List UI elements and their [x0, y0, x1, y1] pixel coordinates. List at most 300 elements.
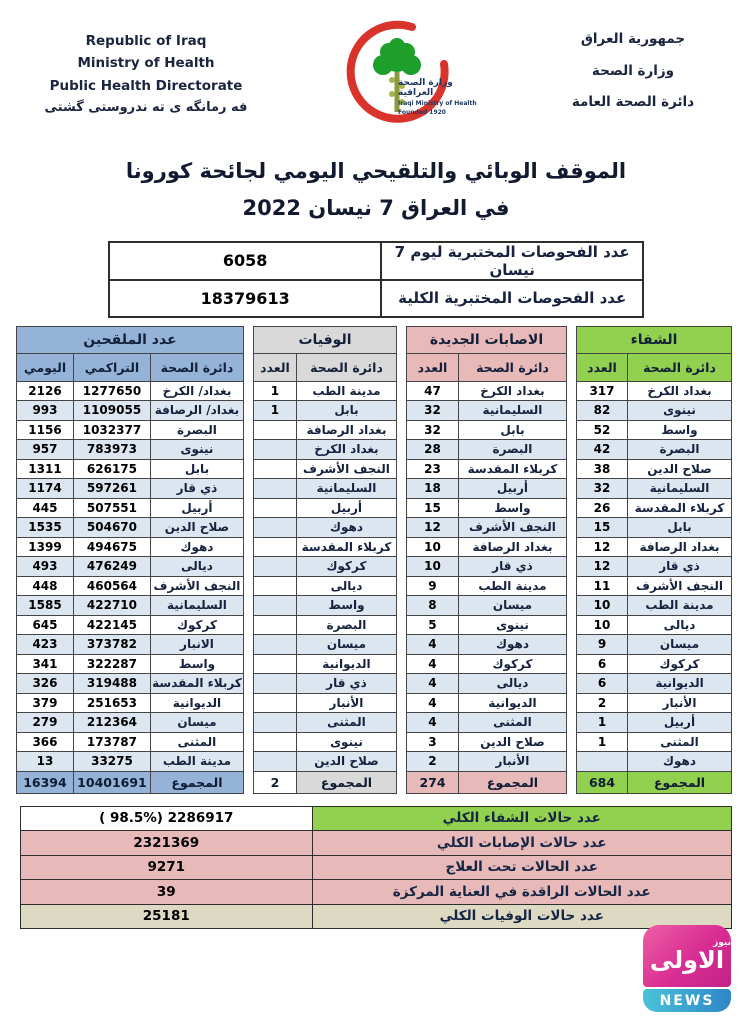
province-cell: ديالى [458, 674, 566, 694]
province-cell: دهوك [150, 537, 243, 557]
value-cell: 326 [16, 674, 73, 694]
header-english-line: Ministry of Health [77, 55, 215, 72]
column-header: دائرة الصحة [296, 353, 396, 381]
table-row [16, 713, 243, 733]
value-cell [253, 674, 296, 694]
province-cell: كربلاء المقدسة [458, 459, 566, 479]
tests-label: عدد الفحوصات المختبرية الكلية [381, 280, 643, 317]
province-cell: كركوك [296, 557, 396, 577]
value-cell: 10 [406, 557, 458, 577]
value-cell: 1 [253, 401, 296, 421]
province-cell: أربيل [150, 498, 243, 518]
table-row [576, 440, 731, 460]
value-cell: 1109055 [73, 401, 150, 421]
value-cell [253, 576, 296, 596]
province-cell: ذي قار [628, 557, 732, 577]
province-cell: السليمانية [628, 479, 732, 499]
value-cell [253, 693, 296, 713]
table-row [576, 459, 731, 479]
value-cell [253, 459, 296, 479]
value-cell: 38 [576, 459, 627, 479]
table-row [406, 420, 566, 440]
table-row [406, 615, 566, 635]
header-english-line: Republic of Iraq [85, 33, 207, 49]
total-value: 10401691 [73, 771, 150, 793]
province-cell: ديالى [150, 557, 243, 577]
value-cell: 32 [406, 420, 458, 440]
table-row [16, 732, 243, 752]
table-row [16, 654, 243, 674]
value-cell: 10 [406, 537, 458, 557]
header-kurdish-line: فه رمانگه ى ته ندروستى گشتى [44, 99, 248, 115]
table-row [406, 732, 566, 752]
value-cell [253, 479, 296, 499]
table-row [253, 654, 396, 674]
total-value: 16394 [16, 771, 73, 793]
page-title [0, 153, 752, 227]
column-header: اليومي [16, 353, 73, 381]
table-row [406, 635, 566, 655]
province-cell: ذي قار [458, 557, 566, 577]
value-cell [253, 557, 296, 577]
province-cell: دهوك [296, 518, 396, 538]
value-cell: 9 [406, 576, 458, 596]
province-cell: بغداد الكرخ [458, 381, 566, 401]
table-row [253, 674, 396, 694]
province-cell: بابل [296, 401, 396, 421]
value-cell: 322287 [73, 654, 150, 674]
summary-table [20, 806, 732, 930]
province-cell: ميسان [458, 596, 566, 616]
table-row [576, 654, 731, 674]
province-cell: واسط [296, 596, 396, 616]
province-cell: بابل [628, 518, 732, 538]
column-header: دائرة الصحة [628, 353, 732, 381]
value-cell: 212364 [73, 713, 150, 733]
table-row [253, 557, 396, 577]
value-cell: 4 [406, 713, 458, 733]
total-row [16, 771, 243, 793]
total-row [406, 771, 566, 793]
value-cell: 23 [406, 459, 458, 479]
province-cell: ديالى [296, 576, 396, 596]
header [0, 0, 752, 141]
value-cell: 2126 [16, 381, 73, 401]
summary-label: عدد حالات الإصابات الكلي [312, 831, 731, 856]
table-row [253, 459, 396, 479]
province-cell: واسط [458, 498, 566, 518]
value-cell: 82 [576, 401, 627, 421]
value-cell: 1399 [16, 537, 73, 557]
value-cell [253, 635, 296, 655]
value-cell: 1174 [16, 479, 73, 499]
total-value: 274 [406, 771, 458, 793]
province-cell: الديوانية [150, 693, 243, 713]
value-cell: 12 [406, 518, 458, 538]
value-cell: 4 [406, 654, 458, 674]
tests-row [109, 280, 643, 317]
value-cell: 13 [16, 752, 73, 772]
province-cell: الديوانية [628, 674, 732, 694]
table-row [576, 732, 731, 752]
value-cell: 28 [406, 440, 458, 460]
table-row [576, 518, 731, 538]
value-cell: 47 [406, 381, 458, 401]
tests-value: 18379613 [109, 280, 381, 317]
province-cell: نينوى [150, 440, 243, 460]
province-cell: صلاح الدين [628, 459, 732, 479]
table-row [16, 518, 243, 538]
summary-row [21, 855, 732, 880]
column-header: العدد [253, 353, 296, 381]
value-cell [253, 732, 296, 752]
table-row [253, 498, 396, 518]
table-row [406, 498, 566, 518]
table-row [253, 713, 396, 733]
table-row [253, 479, 396, 499]
province-cell: ميسان [296, 635, 396, 655]
section-table-new-infections [406, 326, 567, 794]
value-cell: 783973 [73, 440, 150, 460]
value-cell: 448 [16, 576, 73, 596]
value-cell: 1 [576, 713, 627, 733]
total-value: 684 [576, 771, 627, 793]
value-cell: 52 [576, 420, 627, 440]
province-cell: ميسان [628, 635, 732, 655]
province-cell: الأنبار [628, 693, 732, 713]
table-row [16, 596, 243, 616]
value-cell: 10 [576, 615, 627, 635]
province-cell: بابل [458, 420, 566, 440]
table-row [406, 576, 566, 596]
summary-label: عدد الحالات تحت العلاج [312, 855, 731, 880]
value-cell: 8 [406, 596, 458, 616]
value-cell: 445 [16, 498, 73, 518]
province-cell: ذي قار [296, 674, 396, 694]
ministry-logo-english: Iraqi Ministry of Health [398, 100, 477, 107]
table-row [16, 615, 243, 635]
table-row [16, 440, 243, 460]
value-cell: 1032377 [73, 420, 150, 440]
table-row [576, 498, 731, 518]
province-cell: صلاح الدين [458, 732, 566, 752]
section-table-vaccinated [16, 326, 244, 794]
table-row [406, 752, 566, 772]
table-row [576, 381, 731, 401]
header-arabic-block [538, 16, 728, 119]
summary-value: ( 98.5%) 2286917 [21, 806, 313, 831]
value-cell: 504670 [73, 518, 150, 538]
summary-label: عدد الحالات الراقدة في العناية المركزة [312, 880, 731, 905]
table-row [16, 693, 243, 713]
column-header: العدد [406, 353, 458, 381]
province-cell: بغداد الكرخ [296, 440, 396, 460]
section-title-deaths: الوفيات [253, 326, 396, 353]
table-row [406, 459, 566, 479]
value-cell: 4 [406, 693, 458, 713]
province-cell: السليمانية [458, 401, 566, 421]
summary-value: 39 [21, 880, 313, 905]
province-cell: كركوك [458, 654, 566, 674]
value-cell [253, 420, 296, 440]
province-cell: ديالى [628, 615, 732, 635]
value-cell: 251653 [73, 693, 150, 713]
province-cell: البصرة [458, 440, 566, 460]
province-cell: صلاح الدين [150, 518, 243, 538]
province-cell: النجف الأشرف [628, 576, 732, 596]
province-cell: الديوانية [296, 654, 396, 674]
table-row [406, 654, 566, 674]
province-cell: مدينة الطب [150, 752, 243, 772]
page-title-line2: في العراق 7 نيسان 2022 [242, 195, 510, 220]
province-cell: بابل [150, 459, 243, 479]
summary-row [21, 806, 732, 831]
province-cell: دهوك [628, 752, 732, 772]
value-cell: 32 [406, 401, 458, 421]
province-cell: الأنبار [296, 693, 396, 713]
table-row [16, 557, 243, 577]
value-cell [253, 518, 296, 538]
table-row [576, 615, 731, 635]
value-cell: 6 [576, 654, 627, 674]
table-row [576, 479, 731, 499]
value-cell: 597261 [73, 479, 150, 499]
province-cell: كربلاء المقدسة [628, 498, 732, 518]
value-cell: 1535 [16, 518, 73, 538]
table-row [16, 635, 243, 655]
table-row [253, 576, 396, 596]
summary-row [21, 880, 732, 905]
table-row [16, 401, 243, 421]
table-row [253, 596, 396, 616]
province-cell: مدينة الطب [296, 381, 396, 401]
province-cell: البصرة [296, 615, 396, 635]
value-cell: 379 [16, 693, 73, 713]
total-value: 2 [253, 771, 296, 793]
province-cell: الانبار [150, 635, 243, 655]
ministry-logo [320, 16, 480, 141]
table-row [253, 752, 396, 772]
value-cell: 1 [253, 381, 296, 401]
value-cell: 279 [16, 713, 73, 733]
value-cell: 11 [576, 576, 627, 596]
table-row [253, 381, 396, 401]
value-cell: 1311 [16, 459, 73, 479]
table-row [16, 498, 243, 518]
value-cell [253, 713, 296, 733]
province-cell: السليمانية [296, 479, 396, 499]
province-cell: السليمانية [150, 596, 243, 616]
table-row [253, 401, 396, 421]
province-cell: النجف الأشرف [296, 459, 396, 479]
value-cell: 15 [576, 518, 627, 538]
province-cell: البصرة [150, 420, 243, 440]
province-cell: النجف الأشرف [458, 518, 566, 538]
value-cell: 173787 [73, 732, 150, 752]
value-cell: 5 [406, 615, 458, 635]
province-cell: المثنى [458, 713, 566, 733]
value-cell: 993 [16, 401, 73, 421]
total-row [253, 771, 396, 793]
column-header: التراكمي [73, 353, 150, 381]
value-cell: 26 [576, 498, 627, 518]
table-row [253, 615, 396, 635]
table-row [576, 596, 731, 616]
page-title-line1: الموقف الوبائي والتلقيحي اليومي لجائحة كورونا [125, 159, 627, 183]
table-row [576, 537, 731, 557]
table-row [406, 401, 566, 421]
value-cell [253, 498, 296, 518]
value-cell [576, 752, 627, 772]
value-cell: 33275 [73, 752, 150, 772]
province-cell: المثنى [296, 713, 396, 733]
table-row [253, 635, 396, 655]
province-cell: البصرة [628, 440, 732, 460]
value-cell: 476249 [73, 557, 150, 577]
province-cell: الأنبار [458, 752, 566, 772]
table-row [576, 635, 731, 655]
table-row [576, 557, 731, 577]
table-row [576, 752, 731, 772]
province-cell: كركوك [150, 615, 243, 635]
value-cell: 2 [406, 752, 458, 772]
province-cell: صلاح الدين [296, 752, 396, 772]
total-label: المجموع [628, 771, 732, 793]
summary-row [21, 904, 732, 929]
value-cell: 507551 [73, 498, 150, 518]
section-title-recovery: الشفاء [576, 326, 731, 353]
table-row [253, 732, 396, 752]
table-row [576, 420, 731, 440]
table-row [253, 693, 396, 713]
header-english-line: Public Health Directorate [49, 77, 243, 94]
header-arabic-line: دائرة الصحة العامة [571, 94, 695, 111]
column-header: دائرة الصحة [458, 353, 566, 381]
value-cell: 18 [406, 479, 458, 499]
news-agency-logo [643, 925, 731, 1012]
table-row [253, 440, 396, 460]
province-cell: مدينة الطب [458, 576, 566, 596]
value-cell: 6 [576, 674, 627, 694]
province-cell: واسط [150, 654, 243, 674]
value-cell: 2 [576, 693, 627, 713]
province-cell: بغداد الرصافة [296, 420, 396, 440]
table-row [253, 518, 396, 538]
table-row [406, 537, 566, 557]
main-table [20, 326, 732, 794]
column-header: العدد [576, 353, 627, 381]
tests-label: عدد الفحوصات المختبرية ليوم 7 نيسان [381, 242, 643, 280]
value-cell: 4 [406, 674, 458, 694]
ministry-logo-arabic: وزارة الصحة العراقية [398, 78, 453, 98]
province-cell: نينوى [296, 732, 396, 752]
table-row [16, 537, 243, 557]
value-cell: 460564 [73, 576, 150, 596]
province-cell: المثنى [150, 732, 243, 752]
value-cell: 366 [16, 732, 73, 752]
news-logo-band: NEWS [643, 989, 731, 1012]
table-row [16, 752, 243, 772]
table-row [406, 596, 566, 616]
value-cell: 373782 [73, 635, 150, 655]
value-cell: 319488 [73, 674, 150, 694]
summary-value: 9271 [21, 855, 313, 880]
ministry-logo-text [398, 78, 480, 116]
value-cell: 1277650 [73, 381, 150, 401]
table-row [406, 440, 566, 460]
summary-value: 2321369 [21, 831, 313, 856]
table-row [406, 557, 566, 577]
table-row [406, 713, 566, 733]
province-cell: بغداد الرصافة [458, 537, 566, 557]
value-cell: 494675 [73, 537, 150, 557]
section-title-vaccinated: عدد الملقحين [16, 326, 243, 353]
news-logo-icon [643, 925, 731, 987]
lab-tests-table [108, 241, 644, 318]
table-row [406, 479, 566, 499]
summary-label: عدد حالات الشفاء الكلي [312, 806, 731, 831]
province-cell: كركوك [628, 654, 732, 674]
table-row [576, 401, 731, 421]
table-row [576, 576, 731, 596]
value-cell: 12 [576, 537, 627, 557]
total-label: المجموع [296, 771, 396, 793]
value-cell: 10 [576, 596, 627, 616]
value-cell [253, 440, 296, 460]
province-cell: بغداد/ الرصافة [150, 401, 243, 421]
province-cell: كربلاء المقدسة [296, 537, 396, 557]
ministry-logo-founded: Founded 1920 [398, 109, 446, 116]
table-row [253, 420, 396, 440]
value-cell [253, 596, 296, 616]
table-row [16, 459, 243, 479]
value-cell: 4 [406, 635, 458, 655]
value-cell [253, 654, 296, 674]
table-row [406, 518, 566, 538]
table-row [16, 576, 243, 596]
column-header: دائرة الصحة [150, 353, 243, 381]
summary-row [21, 831, 732, 856]
value-cell: 12 [576, 557, 627, 577]
value-cell: 32 [576, 479, 627, 499]
table-row [16, 420, 243, 440]
value-cell: 317 [576, 381, 627, 401]
table-row [576, 713, 731, 733]
summary-label: عدد حالات الوفيات الكلي [312, 904, 731, 929]
value-cell [253, 752, 296, 772]
province-cell: نينوى [458, 615, 566, 635]
province-cell: ميسان [150, 713, 243, 733]
table-row [576, 693, 731, 713]
value-cell: 423 [16, 635, 73, 655]
value-cell: 42 [576, 440, 627, 460]
value-cell [253, 537, 296, 557]
table-row [406, 381, 566, 401]
value-cell: 1 [576, 732, 627, 752]
value-cell: 957 [16, 440, 73, 460]
value-cell: 645 [16, 615, 73, 635]
tests-row [109, 242, 643, 280]
section-table-recovery [576, 326, 732, 794]
province-cell: بغداد الرصافة [628, 537, 732, 557]
value-cell: 422145 [73, 615, 150, 635]
table-row [253, 537, 396, 557]
province-cell: أربيل [458, 479, 566, 499]
province-cell: الديوانية [458, 693, 566, 713]
table-row [16, 674, 243, 694]
tests-value: 6058 [109, 242, 381, 280]
total-label: المجموع [458, 771, 566, 793]
